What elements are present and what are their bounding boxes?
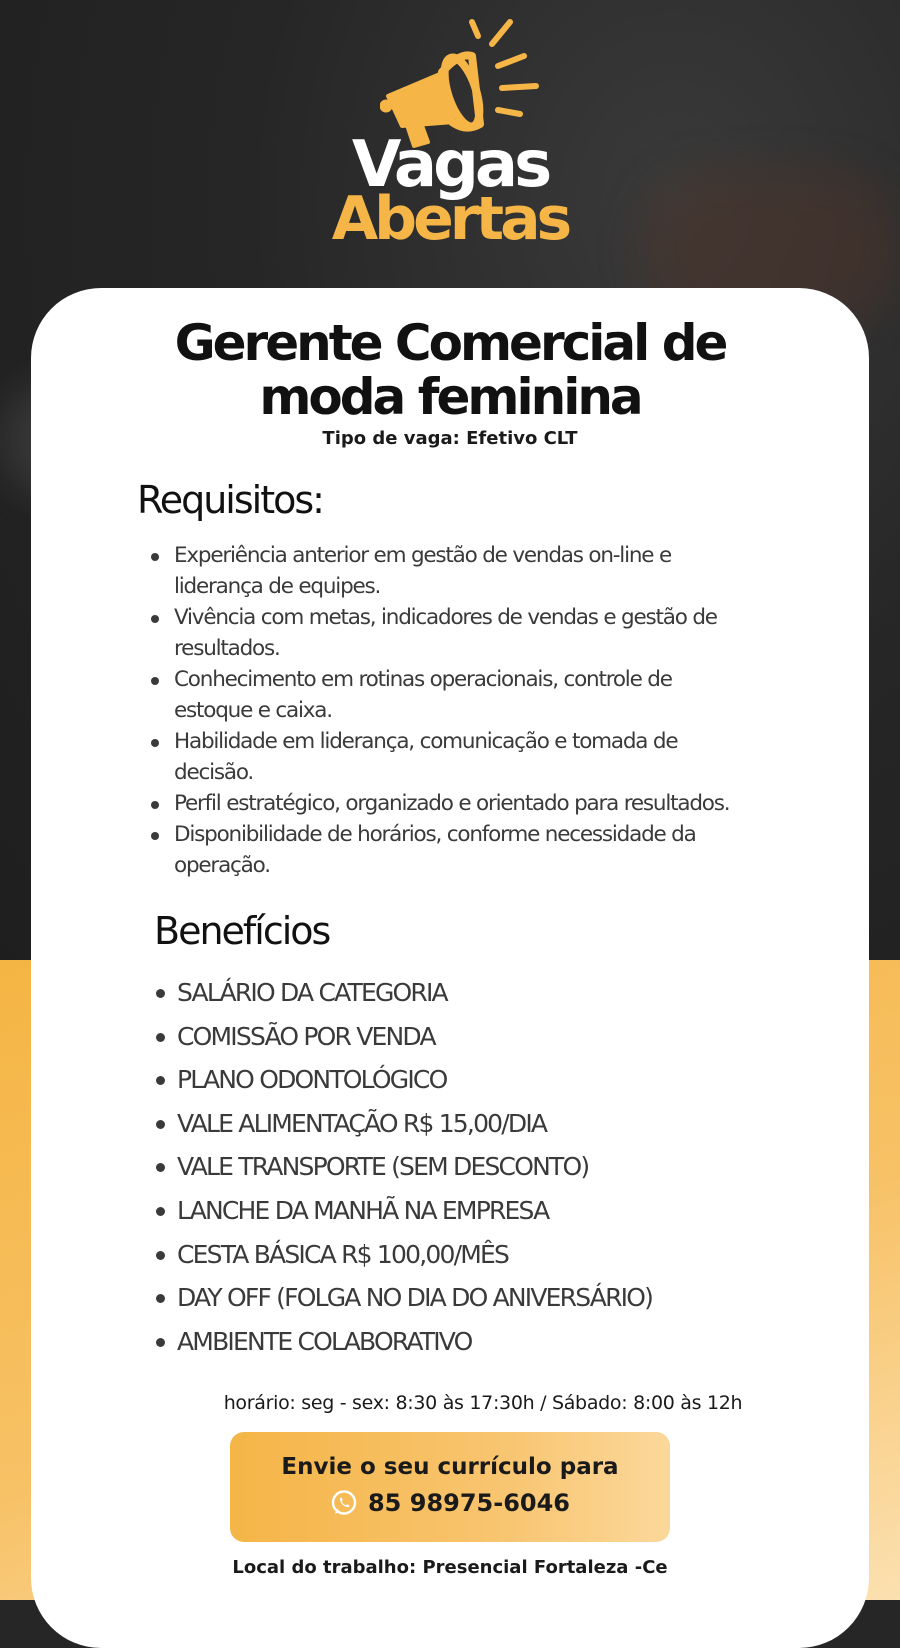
headline-abertas: Abertas — [331, 184, 569, 254]
job-type: Tipo de vaga: Efetivo CLT — [322, 428, 578, 449]
job-title-line: Gerente Comercial de — [174, 314, 726, 372]
job-title — [0, 316, 900, 424]
work-schedule: horário: seg - sex: 8:30 às 17:30h / Sábado: 8:00 às 12h — [223, 1392, 743, 1414]
cta-phone-row[interactable] — [230, 1489, 670, 1517]
job-title-line: moda feminina — [259, 368, 641, 426]
requirements-list — [150, 540, 750, 881]
requirement-item: Vivência com metas, indicadores de vendas e gestão de resultados. — [150, 602, 750, 664]
benefits-title: Benefícios — [154, 909, 330, 953]
benefit-item: SALÁRIO DA CATEGORIA — [155, 973, 775, 1017]
work-location: Local do trabalho: Presencial Fortaleza -Ce — [232, 1557, 668, 1578]
whatsapp-icon — [330, 1489, 358, 1517]
requirement-item: Disponibilidade de horários, conforme necessidade da operação. — [150, 819, 750, 881]
benefit-item: DAY OFF (FOLGA NO DIA DO ANIVERSÁRIO) — [155, 1278, 775, 1322]
benefit-item: CESTA BÁSICA R$ 100,00/MÊS — [155, 1235, 775, 1279]
requirement-item: Experiência anterior em gestão de vendas on-line e liderança de equipes. — [150, 540, 750, 602]
send-resume-banner[interactable] — [230, 1432, 670, 1542]
cta-text: Envie o seu currículo para — [281, 1454, 619, 1480]
requirement-item: Habilidade em liderança, comunicação e tomada de decisão. — [150, 726, 750, 788]
requirement-item: Conhecimento em rotinas operacionais, controle de estoque e caixa. — [150, 664, 750, 726]
benefit-item: COMISSÃO POR VENDA — [155, 1017, 775, 1061]
phone-number[interactable]: 85 98975-6046 — [367, 1489, 570, 1517]
benefit-item: VALE TRANSPORTE (SEM DESCONTO) — [155, 1147, 775, 1191]
benefit-item: PLANO ODONTOLÓGICO — [155, 1060, 775, 1104]
benefit-item: AMBIENTE COLABORATIVO — [155, 1322, 775, 1366]
benefits-list — [155, 973, 775, 1365]
benefit-item: LANCHE DA MANHÃ NA EMPRESA — [155, 1191, 775, 1235]
requirement-item: Perfil estratégico, organizado e orientado para resultados. — [150, 788, 750, 819]
headline-vagas: Vagas — [351, 128, 549, 202]
benefit-item: VALE ALIMENTAÇÃO R$ 15,00/DIA — [155, 1104, 775, 1148]
requirements-title: Requisitos: — [137, 478, 323, 522]
